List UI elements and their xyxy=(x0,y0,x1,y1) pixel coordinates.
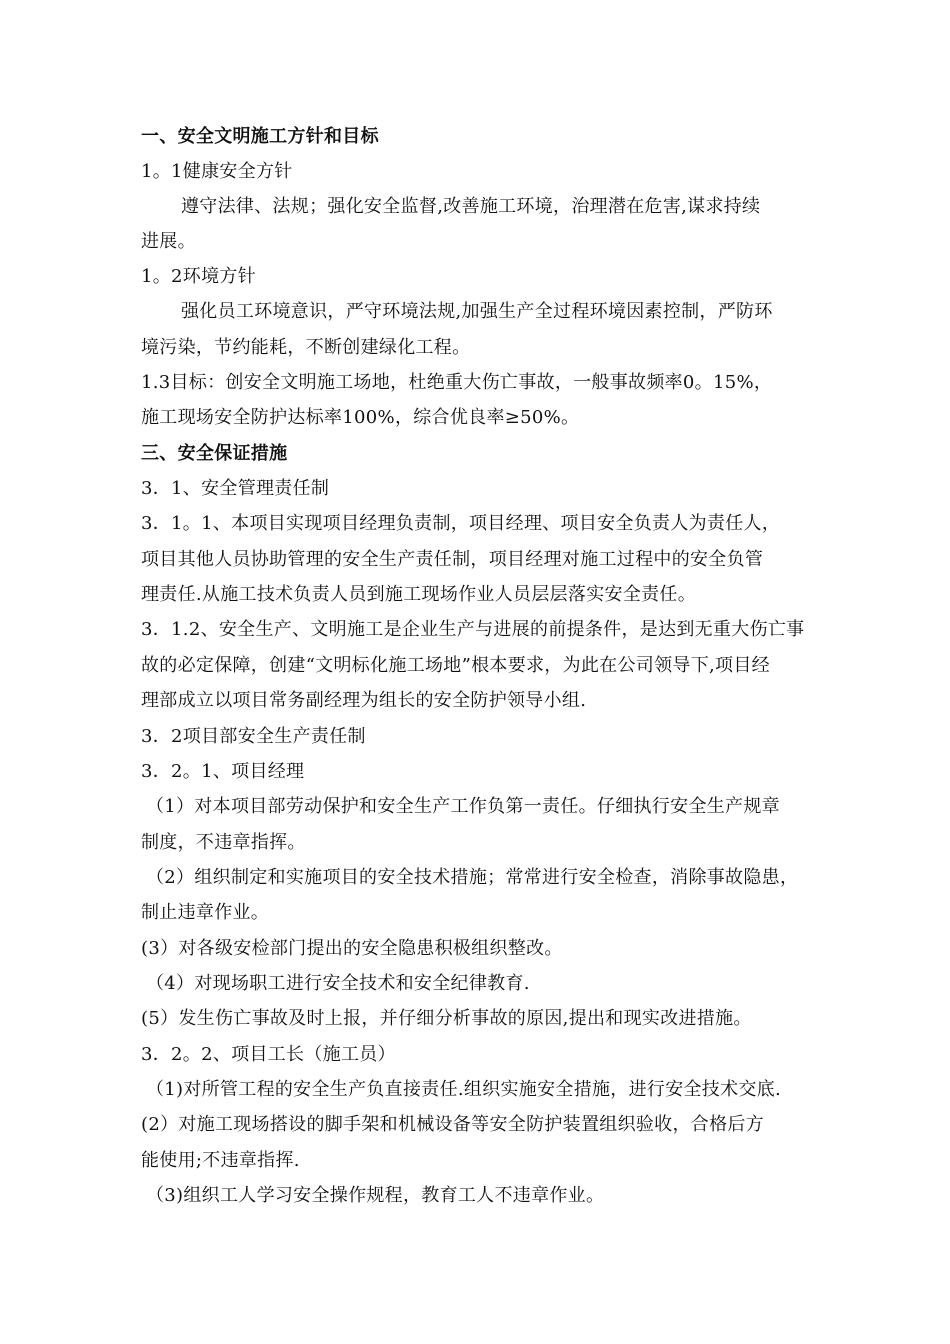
list-item: （2）组织制定和实施项目的安全技术措施；常常进行安全检查，消除事故隐患， xyxy=(146,867,799,888)
paragraph-line: 制度，不违章指挥。 xyxy=(141,832,306,853)
paragraph-line: 3．1.2、安全生产、文明施工是企业生产与进展的前提条件，是达到无重大伤亡事 xyxy=(141,619,805,640)
paragraph-line: 故的必定保障，创建“文明标化施工场地”根本要求，为此在公司领导下,项目经 xyxy=(141,655,770,676)
subheading: 3．2。2、项目工长（施工员） xyxy=(141,1044,396,1065)
list-item: (2）对施工现场搭设的脚手架和机械设备等安全防护装置组织验收，合格后方 xyxy=(141,1114,764,1135)
list-item: (3）对各级安检部门提出的安全隐患积极组织整改。 xyxy=(141,938,563,959)
paragraph-line: 进展。 xyxy=(141,231,196,252)
paragraph-line: 遵守法律、法规；强化安全监督,改善施工环境，治理潜在危害,谋求持续 xyxy=(181,196,761,217)
list-item: （4）对现场职工进行安全技术和安全纪律教育. xyxy=(146,973,530,994)
paragraph-line: 境污染，节约能耗，不断创建绿化工程。 xyxy=(141,337,471,358)
subheading: 1。1健康安全方针 xyxy=(141,161,293,182)
paragraph-line: 理责任.从施工技术负责人员到施工现场作业人员层层落实安全责任。 xyxy=(141,584,697,605)
list-item: （3)组织工人学习安全操作规程，教育工人不违章作业。 xyxy=(146,1185,605,1206)
paragraph-line: 1.3目标：创安全文明施工场地，杜绝重大伤亡事故，一般事故频率0。15%， xyxy=(141,372,773,393)
paragraph-line: 3．1。1、本项目实现项目经理负责制，项目经理、项目安全负责人为责任人， xyxy=(141,513,781,534)
list-item: （1)对所管工程的安全生产负直接责任.组织实施安全措施，进行安全技术交底. xyxy=(146,1079,782,1100)
paragraph-line: 项目其他人员协助管理的安全生产责任制，项目经理对施工过程中的安全负管 xyxy=(141,549,764,570)
subheading: 1。2环境方针 xyxy=(141,266,257,287)
paragraph-line: 施工现场安全防护达标率100%，综合优良率≥50%。 xyxy=(141,407,580,428)
section-heading: 一、安全文明施工方针和目标 xyxy=(141,126,379,147)
paragraph-line: 能使用;不违章指挥. xyxy=(141,1150,300,1171)
subheading: 3．1、安全管理责任制 xyxy=(141,478,330,499)
paragraph-line: 制止违章作业。 xyxy=(141,902,270,923)
list-item: (5）发生伤亡事故及时上报，并仔细分析事故的原因,提出和现实改进措施。 xyxy=(141,1008,752,1029)
list-item: （1）对本项目部劳动保护和安全生产工作负第一责任。仔细执行安全生产规章 xyxy=(146,796,780,817)
subheading: 3．2项目部安全生产责任制 xyxy=(141,726,366,747)
subheading: 3．2。1、项目经理 xyxy=(141,761,305,782)
paragraph-line: 理部成立以项目常务副经理为组长的安全防护领导小组. xyxy=(141,690,587,711)
section-heading: 三、安全保证措施 xyxy=(141,443,288,464)
paragraph-line: 强化员工环境意识，严守环境法规,加强生产全过程环境因素控制，严防环 xyxy=(181,301,773,322)
